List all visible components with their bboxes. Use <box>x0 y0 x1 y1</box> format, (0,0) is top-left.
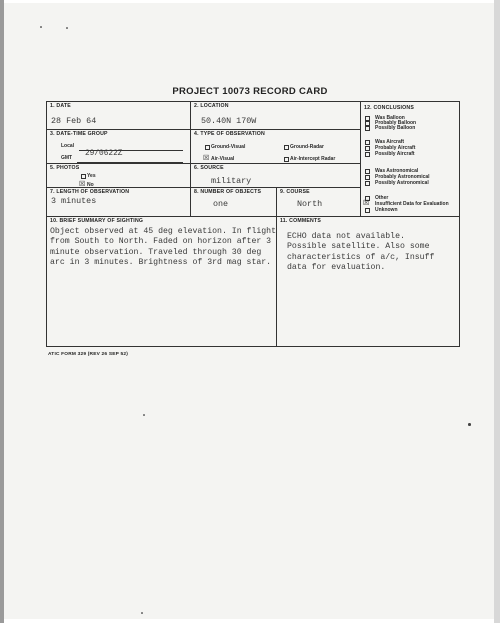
scan-speck <box>66 27 68 29</box>
summary-cell <box>47 217 277 346</box>
scan-speck <box>468 423 471 426</box>
possibly-astronomical-label: Possibly Astronomical <box>375 180 429 186</box>
summary-label: 10. BRIEF SUMMARY OF SIGHTING <box>50 218 144 224</box>
dtg-gmt-value: 29/0622Z <box>85 150 123 158</box>
summary-line: Object observed at 45 deg elevation. In flight <box>50 227 277 236</box>
objects-label: 8. NUMBER OF OBJECTS <box>194 189 262 195</box>
unknown-label: Unknown <box>375 207 398 213</box>
length-value: 3 minutes <box>51 196 97 206</box>
scan-speck <box>141 612 143 614</box>
other-label: Other <box>375 195 389 201</box>
objects-value: one <box>213 199 229 209</box>
conclusions-label: 12. CONCLUSIONS <box>364 105 414 111</box>
length-label: 7. LENGTH OF OBSERVATION <box>50 189 130 195</box>
was-astronomical-label: Was Astronomical <box>375 168 419 174</box>
course-value: North <box>297 199 323 209</box>
photos-label: 5. PHOTOS <box>50 165 80 171</box>
date-cell <box>47 102 191 130</box>
probably-astronomical-checkbox <box>365 175 370 180</box>
course-cell <box>277 188 361 217</box>
page-title: PROJECT 10073 RECORD CARD <box>172 86 328 97</box>
air-intercept-checkbox <box>284 157 289 162</box>
photos-cell <box>47 164 191 188</box>
length-cell <box>47 188 191 217</box>
photos-no-checkbox-marked: ☒ <box>79 181 86 188</box>
comments-line: characteristics of a/c, Insuff <box>287 252 435 262</box>
summary-line: from South to North. Faded on horizon after 3 <box>50 237 272 247</box>
possibly-balloon-checkbox <box>365 126 370 131</box>
comments-label: 11. COMMENTS <box>280 218 322 224</box>
dtg-cell <box>47 130 191 164</box>
type-label: 4. TYPE OF OBSERVATION <box>194 131 265 137</box>
comments-line: data for evaluation. <box>287 263 386 273</box>
was-balloon-label: Was Balloon <box>375 115 405 121</box>
possibly-aircraft-checkbox <box>365 152 370 157</box>
summary-line: minute observation. Traveled through 30 deg <box>50 247 262 257</box>
comments-cell <box>277 217 459 346</box>
possibly-astronomical-checkbox <box>365 181 370 186</box>
air-intercept-label: Air-Intercept Radar <box>290 156 336 162</box>
date-value: 28 Feb 64 <box>51 116 97 126</box>
comments-line: ECHO data not available. <box>287 232 405 241</box>
dtg-local-label: Local <box>61 143 75 149</box>
record-card <box>46 101 460 347</box>
date-label: 1. DATE <box>50 103 71 109</box>
photos-yes-checkbox <box>81 174 86 179</box>
probably-balloon-label: Probably Balloon <box>375 120 417 126</box>
source-label: 6. SOURCE <box>194 165 224 171</box>
was-astronomical-checkbox <box>365 169 370 174</box>
comments-line: Possible satellite. Also some <box>287 242 430 252</box>
insufficient-data-checkbox-marked: ☒ <box>363 200 370 207</box>
ground-radar-checkbox <box>284 145 289 150</box>
ground-radar-label: Ground-Radar <box>290 144 324 150</box>
summary-line: arc in 3 minutes. Brightness of 3rd mag star. <box>50 258 272 268</box>
source-cell <box>191 164 361 188</box>
possibly-balloon-label: Possibly Balloon <box>375 125 416 131</box>
comments-text <box>287 232 434 274</box>
type-cell <box>191 130 361 164</box>
possibly-aircraft-label: Possibly Aircraft <box>375 151 415 157</box>
scan-speck <box>143 414 145 416</box>
location-cell <box>191 102 361 130</box>
photos-yes-label: Yes <box>87 173 96 179</box>
was-aircraft-checkbox <box>365 140 370 145</box>
objects-cell <box>191 188 277 217</box>
scan-speck <box>40 26 42 28</box>
probably-astronomical-label: Probably Astronomical <box>375 174 430 180</box>
form-footer: ATIC FORM 329 (REV 26 SEP 52) <box>48 352 128 357</box>
photos-no-label: No <box>87 182 94 188</box>
air-visual-checkbox-marked: ☒ <box>203 155 210 162</box>
conclusions-cell <box>361 102 459 217</box>
was-aircraft-label: Was Aircraft <box>375 139 405 145</box>
dtg-gmt-label: GMT <box>61 155 73 161</box>
ground-visual-label: Ground-Visual <box>211 144 246 150</box>
location-value: 50.40N 170W <box>201 116 257 126</box>
course-label: 9. COURSE <box>280 189 310 195</box>
insufficient-data-label: Insufficient Data for Evaluation <box>375 201 449 207</box>
unknown-checkbox <box>365 208 370 213</box>
ground-visual-checkbox <box>205 145 210 150</box>
probably-aircraft-checkbox <box>365 146 370 151</box>
dtg-gmt-line <box>77 162 183 163</box>
air-visual-label: Air-Visual <box>211 156 235 162</box>
location-label: 2. LOCATION <box>194 103 229 109</box>
summary-text <box>50 227 276 269</box>
dtg-label: 3. DATE-TIME GROUP <box>50 131 108 137</box>
source-value: military <box>211 176 252 186</box>
probably-aircraft-label: Probably Aircraft <box>375 145 416 151</box>
